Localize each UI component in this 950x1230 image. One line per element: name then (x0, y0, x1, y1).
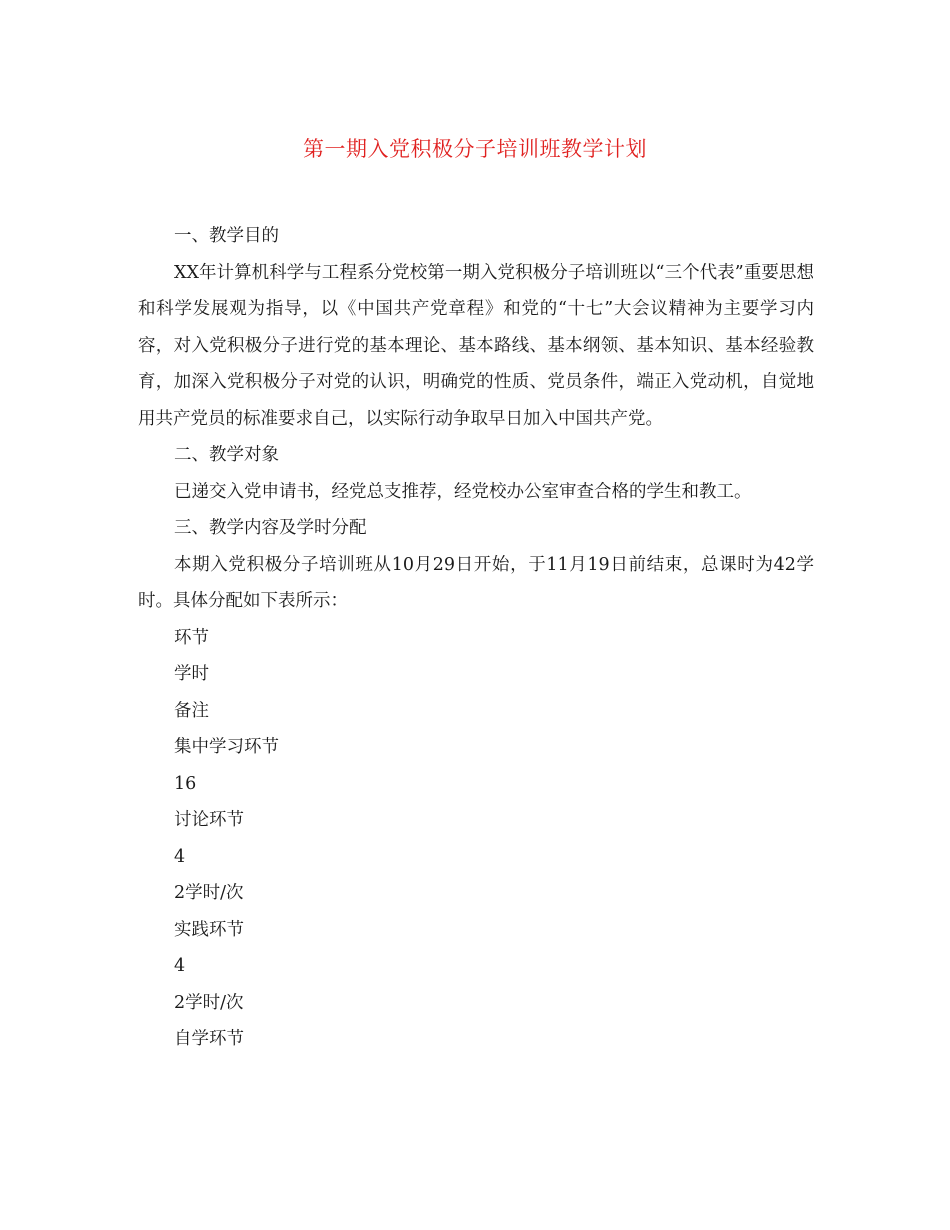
document-body (138, 218, 814, 1058)
table-row-2-hours: 4 (174, 846, 186, 867)
table-row-3-hours: 4 (174, 956, 186, 976)
table-row-2-stage: 讨论环节 (174, 810, 244, 830)
table-row-1-hours: 16 (174, 773, 197, 794)
table-row-3-stage: 实践环节 (174, 919, 244, 940)
section-3-body: 本期入党积极分子培训班从10月29日开始，于11月19日前结束，总课时为42学时。具体分配如下表所示： (138, 554, 814, 611)
section-2-heading: 二、教学对象 (174, 445, 279, 465)
table-header-notes: 备注 (174, 700, 209, 721)
table-row-2-notes: 2学时/次 (174, 883, 244, 903)
table-header-hours: 学时 (174, 664, 209, 684)
section-2-body: 已递交入党申请书，经党总支推荐，经党校办公室审查合格的学生和教工。 (174, 481, 752, 502)
document-title: 第一期入党积极分子培训班教学计划 (303, 137, 647, 161)
section-1-heading: 一、教学目的 (174, 226, 279, 246)
table-row-3-notes: 2学时/次 (174, 992, 244, 1013)
table-row-4-stage: 自学环节 (174, 1029, 244, 1049)
allocation-table (138, 620, 814, 1058)
section-1-body: XX年计算机科学与工程系分党校第一期入党积极分子培训班以“三个代表”重要思想和科学发展观为指导，以《中国共产党章程》和党的“十七”大会议精神为主要学习内容，对入党积极分子进行党的基本理论、基本路线、基本纲领、基本知识、基本经验教育，加深入党积极分子对党的认识，明确党的性质、党员条件，端正入党动机，自觉地用共产党员的标准要求自己，以实际行动争取早日加入中国共产党。 (138, 262, 814, 429)
table-header-stage: 环节 (174, 627, 209, 648)
section-3-heading: 三、教学内容及学时分配 (174, 518, 367, 538)
table-row-1-stage: 集中学习环节 (174, 737, 279, 757)
